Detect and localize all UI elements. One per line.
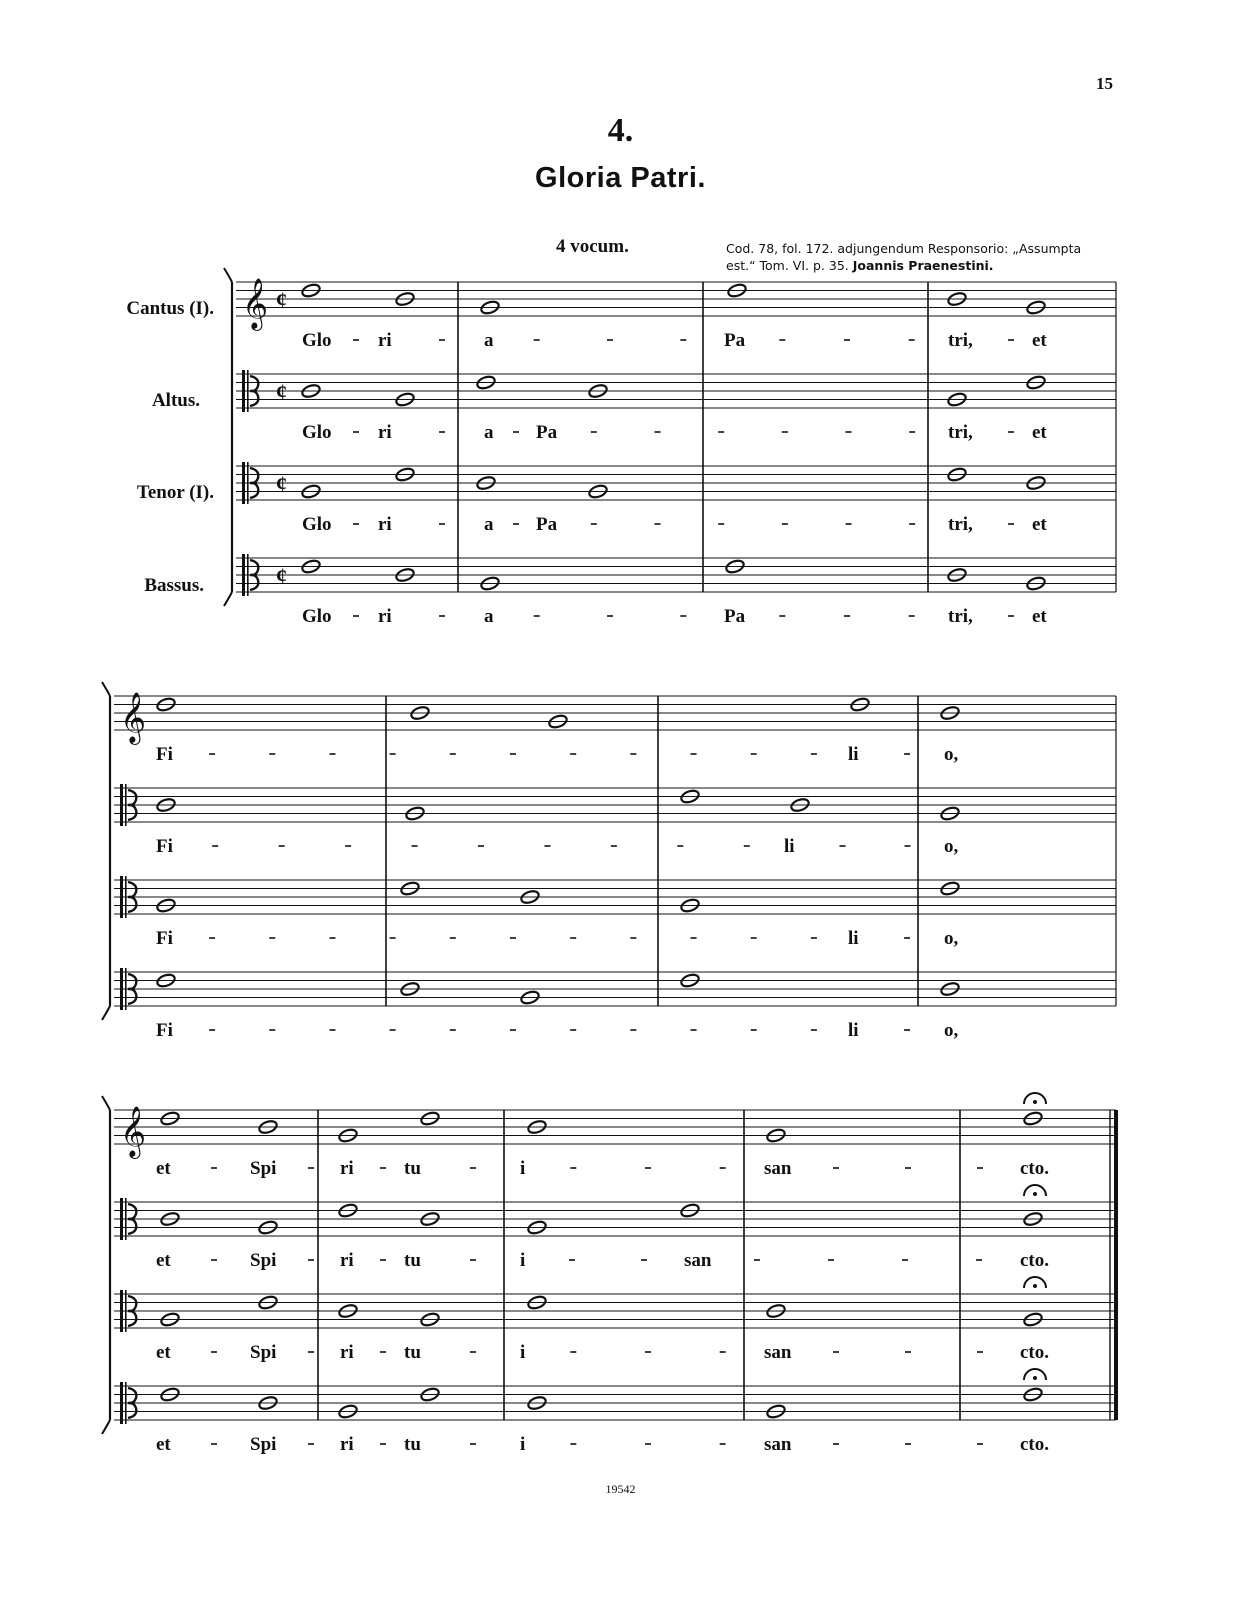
c-clef-icon [120, 784, 123, 826]
c-clef-icon [242, 554, 245, 596]
cut-time-icon: ¢ [276, 471, 287, 496]
lyric-syllable: cto. [1020, 1250, 1050, 1271]
piece-title: Gloria Patri. [535, 162, 706, 194]
lyric-syllable: Glo [302, 606, 332, 627]
lyric-syllable: cto. [1020, 1434, 1050, 1455]
lyric-syllable: Spi [250, 1342, 277, 1363]
lyric-syllable: tri, [948, 330, 973, 351]
bracket-hook-top [102, 1096, 110, 1110]
lyric-syllable: tu [404, 1158, 421, 1179]
lyric-syllable: cto. [1020, 1158, 1050, 1179]
c-clef-icon [125, 784, 127, 826]
fermata-icon [1033, 1100, 1037, 1104]
lyric-syllable: i [520, 1342, 526, 1363]
c-clef-icon [242, 370, 245, 412]
lyric-syllable: ri [340, 1434, 354, 1455]
fermata-icon [1033, 1192, 1037, 1196]
bracket-hook-bottom [102, 1006, 110, 1020]
c-clef-icon [120, 968, 123, 1010]
lyric-syllable: et [1032, 606, 1047, 627]
lyric-syllable: san [684, 1250, 712, 1271]
lyric-syllable: Glo [302, 514, 332, 535]
lyric-syllable: san [764, 1158, 792, 1179]
lyric-syllable: san [764, 1434, 792, 1455]
lyric-syllable: Fi [156, 928, 173, 949]
lyric-syllable: tu [404, 1250, 421, 1271]
lyric-syllable: i [520, 1250, 526, 1271]
lyric-syllable: o, [944, 744, 959, 765]
lyric-syllable: Glo [302, 330, 332, 351]
bracket-hook-top [102, 682, 110, 696]
lyric-syllable: li [784, 836, 795, 857]
bracket-hook-top [224, 268, 232, 282]
treble-clef-icon: 𝄞 [120, 692, 147, 743]
lyric-syllable: o, [944, 836, 959, 857]
c-clef-icon [247, 370, 249, 412]
lyric-syllable: ri [340, 1250, 354, 1271]
lyric-syllable: tri, [948, 606, 973, 627]
piece-number: 4. [607, 112, 634, 149]
lyric-syllable: ri [340, 1158, 354, 1179]
c-clef-icon [125, 876, 127, 918]
lyric-syllable: a [484, 330, 494, 351]
bracket-hook-bottom [102, 1420, 110, 1434]
fermata-icon [1033, 1284, 1037, 1288]
lyric-syllable: li [848, 1020, 859, 1041]
voice-name-cantus: Cantus (I). [126, 298, 214, 319]
c-clef-icon [125, 1382, 127, 1424]
lyric-syllable: san [764, 1342, 792, 1363]
lyric-syllable: Fi [156, 1020, 173, 1041]
lyric-syllable: Spi [250, 1434, 277, 1455]
voices-label: 4 vocum. [556, 236, 629, 257]
plate-number: 19542 [605, 1482, 636, 1496]
voice-name-altus: Altus. [151, 390, 200, 411]
lyric-syllable: et [156, 1158, 171, 1179]
lyric-syllable: li [848, 744, 859, 765]
lyric-syllable: ri [378, 606, 392, 627]
lyric-syllable: Pa [724, 330, 746, 351]
fermata-icon [1033, 1376, 1037, 1380]
voice-name-tenor: Tenor (I). [136, 482, 214, 503]
page-number: 15 [1096, 74, 1113, 93]
lyric-syllable: a [484, 606, 494, 627]
lyric-syllable: cto. [1020, 1342, 1050, 1363]
composer-name: Joannis Praenestini. [852, 258, 994, 273]
c-clef-icon [120, 876, 123, 918]
treble-clef-icon: 𝄞 [242, 278, 269, 329]
c-clef-icon [247, 462, 249, 504]
lyric-syllable: o, [944, 928, 959, 949]
lyric-syllable: et [156, 1342, 171, 1363]
lyric-syllable: Fi [156, 744, 173, 765]
source-note-line1: Cod. 78, fol. 172. adjungendum Responsorio: „Assumpta [726, 241, 1082, 256]
lyric-syllable: li [848, 928, 859, 949]
lyric-syllable: Pa [724, 606, 746, 627]
lyric-syllable: Pa [536, 422, 558, 443]
lyric-syllable: et [1032, 422, 1047, 443]
cut-time-icon: ¢ [276, 379, 287, 404]
lyric-syllable: Pa [536, 514, 558, 535]
c-clef-icon [120, 1290, 123, 1332]
lyric-syllable: et [1032, 514, 1047, 535]
lyric-syllable: a [484, 422, 494, 443]
lyric-syllable: et [1032, 330, 1047, 351]
lyric-syllable: a [484, 514, 494, 535]
c-clef-icon [242, 462, 245, 504]
lyric-syllable: Glo [302, 422, 332, 443]
lyric-syllable: ri [340, 1342, 354, 1363]
c-clef-icon [120, 1382, 123, 1424]
c-clef-icon [125, 1198, 127, 1240]
lyric-syllable: et [156, 1250, 171, 1271]
c-clef-icon [120, 1198, 123, 1240]
lyric-syllable: tu [404, 1342, 421, 1363]
lyric-syllable: Fi [156, 836, 173, 857]
source-note-reference: est.“ Tom. VI. p. 35. [726, 258, 849, 273]
cut-time-icon: ¢ [276, 563, 287, 588]
lyric-syllable: i [520, 1158, 526, 1179]
c-clef-icon [125, 968, 127, 1010]
cut-time-icon: ¢ [276, 287, 287, 312]
bracket-hook-bottom [224, 592, 232, 606]
lyric-syllable: i [520, 1434, 526, 1455]
lyric-syllable: et [156, 1434, 171, 1455]
c-clef-icon [247, 554, 249, 596]
lyric-syllable: Spi [250, 1250, 277, 1271]
lyric-syllable: tri, [948, 422, 973, 443]
lyric-syllable: tri, [948, 514, 973, 535]
lyric-syllable: o, [944, 1020, 959, 1041]
lyric-syllable: Spi [250, 1158, 277, 1179]
treble-clef-icon: 𝄞 [120, 1106, 147, 1157]
voice-name-bassus: Bassus. [144, 575, 204, 596]
lyric-syllable: tu [404, 1434, 421, 1455]
lyric-syllable: ri [378, 514, 392, 535]
lyric-syllable: ri [378, 330, 392, 351]
c-clef-icon [125, 1290, 127, 1332]
lyric-syllable: ri [378, 422, 392, 443]
